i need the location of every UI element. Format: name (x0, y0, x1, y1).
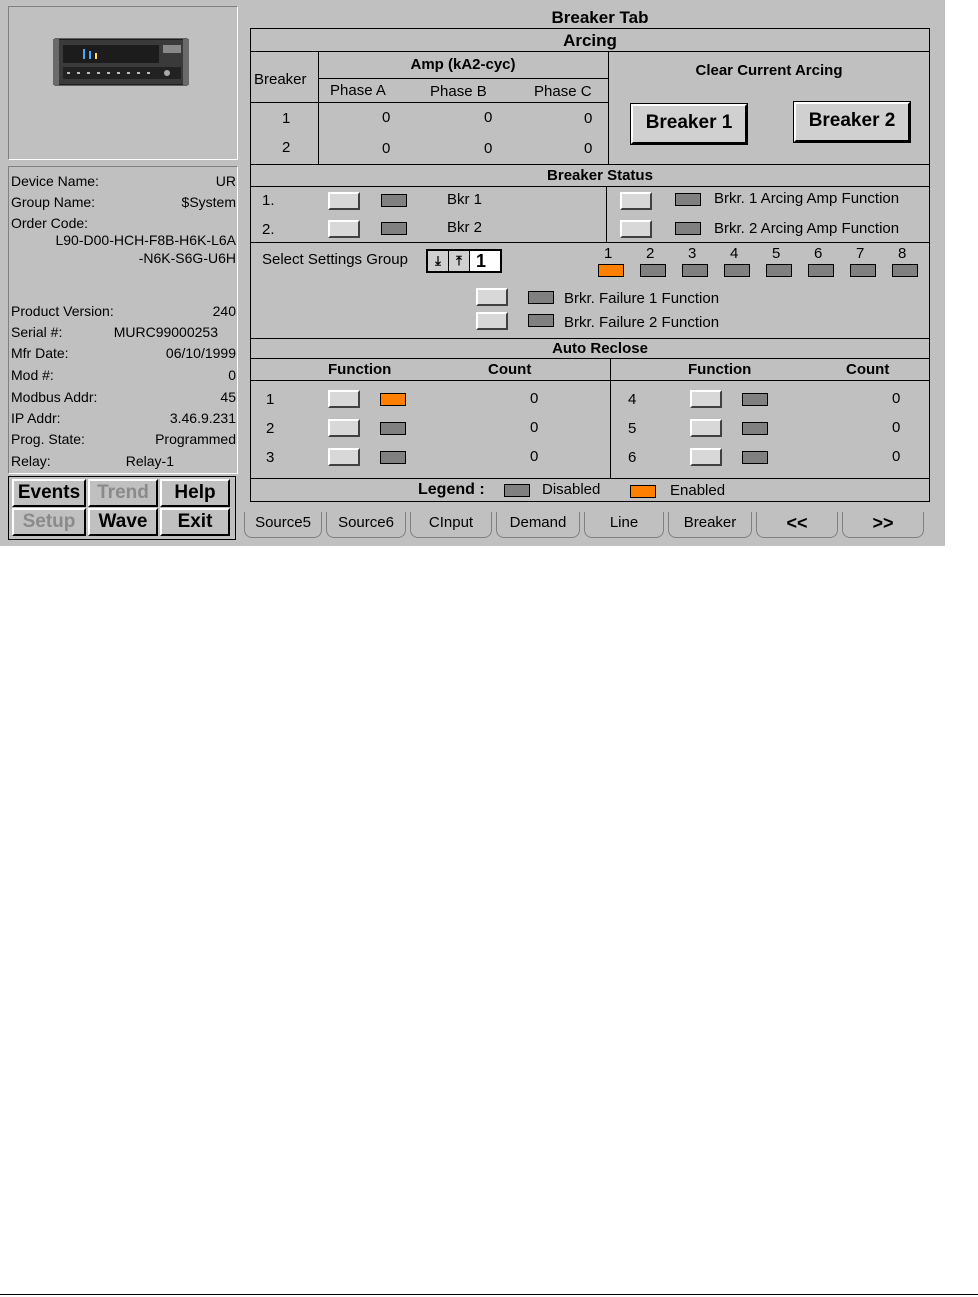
breaker-status-row-1-num: 1. (262, 192, 275, 209)
arcing-row-1-phase-a: 0 (382, 109, 391, 126)
tab-breaker[interactable]: Breaker (668, 512, 752, 538)
settings-group-number: 4 (730, 245, 739, 262)
page-bottom-rule (0, 1294, 978, 1295)
relay-row (11, 453, 236, 473)
auto-reclose-count-header-right: Count (846, 361, 890, 378)
device-name-row (11, 173, 236, 193)
legend-enabled-label: Enabled (670, 482, 726, 499)
breaker-failure-1-label: Brkr. Failure 1 Function (564, 290, 720, 307)
mfr-date-label: Mfr Date: (11, 345, 69, 361)
setup-button[interactable]: Setup (12, 508, 86, 536)
arrow-down-icon[interactable]: ⤓ (428, 251, 449, 271)
auto-reclose-function-led (742, 451, 768, 464)
breaker-failure-1-button[interactable] (476, 288, 508, 306)
auto-reclose-count-header-left: Count (488, 361, 532, 378)
order-code-label: Order Code: (11, 215, 89, 231)
auto-reclose-count: 0 (892, 448, 901, 465)
settings-group-led (598, 264, 624, 277)
breaker-1-status-led (381, 194, 407, 207)
settings-group-led (766, 264, 792, 277)
divider (606, 186, 607, 242)
help-button[interactable]: Help (160, 479, 230, 507)
auto-reclose-row-number: 2 (266, 420, 275, 437)
divider (250, 186, 930, 187)
device-info-panel (8, 166, 238, 474)
mod-row (11, 367, 236, 387)
device-image-panel (8, 6, 238, 160)
auto-reclose-function-led (742, 422, 768, 435)
divider (250, 51, 930, 52)
breaker-1-status-button[interactable] (328, 192, 360, 210)
breaker-2-arcing-led (675, 222, 701, 235)
serial-value: MURC99000253 (113, 324, 218, 340)
arcing-row-1-breaker: 1 (282, 110, 291, 127)
modbus-label: Modbus Addr: (11, 389, 98, 405)
settings-group-led (892, 264, 918, 277)
legend-disabled-label: Disabled (542, 481, 601, 498)
auto-reclose-function-button[interactable] (328, 448, 360, 466)
auto-reclose-row-number: 6 (628, 449, 637, 466)
app-window (0, 0, 945, 546)
order-code-line-1: L90-D00-HCH-F8B-H6K-L6A (55, 232, 236, 248)
tab-line[interactable]: Line (584, 512, 664, 538)
tab-source6[interactable]: Source6 (326, 512, 406, 538)
settings-group-number: 6 (814, 245, 823, 262)
auto-reclose-row-number: 4 (628, 391, 637, 408)
auto-reclose-count: 0 (530, 448, 539, 465)
settings-group-number: 2 (646, 245, 655, 262)
relay-rack-icon (53, 35, 189, 89)
arcing-row-2-phase-c: 0 (584, 140, 593, 157)
divider (250, 380, 930, 381)
relay-label: Relay: (11, 453, 51, 469)
breaker-failure-2-button[interactable] (476, 312, 508, 330)
settings-group-led (640, 264, 666, 277)
settings-group-led (724, 264, 750, 277)
auto-reclose-function-led (380, 422, 406, 435)
nav-button-group (8, 476, 236, 540)
divider (250, 478, 930, 479)
tab-source5[interactable]: Source5 (244, 512, 322, 538)
settings-group-led (682, 264, 708, 277)
device-name-value: UR (215, 173, 236, 189)
select-settings-group-label: Select Settings Group (262, 251, 408, 268)
settings-group-number: 3 (688, 245, 697, 262)
auto-reclose-count: 0 (530, 390, 539, 407)
auto-reclose-function-button[interactable] (328, 390, 360, 408)
auto-reclose-function-led (380, 451, 406, 464)
breaker-1-arcing-button[interactable] (620, 192, 652, 210)
clear-breaker-2-button[interactable]: Breaker 2 (794, 102, 910, 142)
clear-breaker-1-button[interactable]: Breaker 1 (631, 104, 747, 144)
divider (250, 102, 608, 103)
serial-row (11, 324, 236, 344)
events-button[interactable]: Events (12, 479, 86, 507)
breaker-failure-1-led (528, 291, 554, 304)
breaker-status-row-2-num: 2. (262, 221, 275, 238)
breaker-status-title: Breaker Status (547, 167, 653, 184)
mfr-date-value: 06/10/1999 (165, 345, 236, 361)
auto-reclose-function-button[interactable] (690, 448, 722, 466)
arcing-row-2-phase-b: 0 (484, 140, 493, 157)
breaker-1-arcing-led (675, 193, 701, 206)
breaker-failure-2-led (528, 314, 554, 327)
tab-cinput[interactable]: CInput (410, 512, 492, 538)
mfr-date-row (11, 345, 236, 365)
breaker-tab-panel (240, 4, 938, 510)
settings-group-value: 1 (476, 251, 487, 271)
arcing-row-2-breaker: 2 (282, 139, 291, 156)
arcing-row-1-phase-c: 0 (584, 110, 593, 127)
arcing-row-1-phase-b: 0 (484, 109, 493, 126)
tab-previous[interactable]: << (756, 512, 838, 538)
trend-button[interactable]: Trend (88, 479, 158, 507)
divider (250, 358, 930, 359)
modbus-value: 45 (220, 389, 236, 405)
auto-reclose-row-number: 3 (266, 449, 275, 466)
breaker-2-arcing-label: Brkr. 2 Arcing Amp Function (714, 220, 900, 237)
auto-reclose-function-header-left: Function (328, 361, 392, 378)
settings-group-number: 8 (898, 245, 907, 262)
mod-label: Mod #: (11, 367, 54, 383)
arcing-title: Arcing (563, 31, 617, 50)
wave-button[interactable]: Wave (88, 508, 158, 536)
breaker-status-row-2-label: Bkr 2 (447, 219, 483, 236)
settings-group-number: 5 (772, 245, 781, 262)
modbus-row (11, 389, 236, 409)
group-name-label: Group Name: (11, 194, 96, 210)
tab-next[interactable]: >> (842, 512, 924, 538)
legend-title: Legend : (418, 481, 485, 498)
breaker-failure-2-label: Brkr. Failure 2 Function (564, 314, 720, 331)
group-name-row (11, 194, 236, 214)
device-name-label: Device Name: (11, 173, 99, 189)
product-version-label: Product Version: (11, 303, 114, 319)
breaker-status-row-1-label: Bkr 1 (447, 191, 483, 208)
ip-label: IP Addr: (11, 410, 61, 426)
phase-b-header: Phase B (430, 83, 487, 100)
prog-state-value: Programmed (155, 431, 236, 447)
mod-value: 0 (228, 367, 236, 383)
settings-group-number: 7 (856, 245, 865, 262)
legend-enabled-swatch (630, 485, 656, 498)
page-title: Breaker Tab (551, 8, 649, 27)
auto-reclose-row-number: 5 (628, 420, 637, 437)
auto-reclose-row-number: 1 (266, 391, 275, 408)
auto-reclose-function-header-right: Function (688, 361, 752, 378)
divider (250, 164, 930, 165)
divider (250, 242, 930, 243)
product-version-row (11, 303, 236, 323)
auto-reclose-count: 0 (530, 419, 539, 436)
prog-state-label: Prog. State: (11, 431, 85, 447)
auto-reclose-count: 0 (892, 390, 901, 407)
settings-group-number: 1 (604, 245, 613, 262)
product-version-value: 240 (212, 303, 236, 319)
legend-disabled-swatch (504, 484, 530, 497)
breaker-2-status-button[interactable] (328, 220, 360, 238)
auto-reclose-count: 0 (892, 419, 901, 436)
auto-reclose-function-led (380, 393, 406, 406)
prog-state-row (11, 431, 236, 451)
arcing-row-2-phase-a: 0 (382, 140, 391, 157)
auto-reclose-function-button[interactable] (690, 419, 722, 437)
arrow-up-icon[interactable]: ⤒ (449, 251, 470, 271)
divider (318, 78, 608, 79)
relay-value: Relay-1 (125, 453, 174, 469)
clear-arcing-title: Clear Current Arcing (695, 62, 843, 79)
order-code-line-2: -N6K-S6G-U6H (138, 250, 236, 266)
breaker-2-status-led (381, 222, 407, 235)
auto-reclose-function-button[interactable] (328, 419, 360, 437)
divider (610, 358, 611, 478)
auto-reclose-function-led (742, 393, 768, 406)
auto-reclose-function-button[interactable] (690, 390, 722, 408)
breaker-column-header: Breaker (254, 71, 307, 88)
divider (250, 338, 930, 339)
auto-reclose-title: Auto Reclose (552, 340, 648, 357)
breaker-1-arcing-label: Brkr. 1 Arcing Amp Function (714, 190, 900, 207)
exit-button[interactable]: Exit (160, 508, 230, 536)
serial-label: Serial #: (11, 324, 63, 340)
settings-group-led (850, 264, 876, 277)
ip-row (11, 410, 236, 430)
phase-c-header: Phase C (534, 83, 592, 100)
phase-a-header: Phase A (330, 82, 386, 99)
settings-group-led (808, 264, 834, 277)
amp-header: Amp (kA2-cyc) (410, 56, 516, 73)
group-name-value: $System (181, 194, 236, 210)
ip-value: 3.46.9.231 (169, 410, 236, 426)
settings-group-spinner (426, 249, 502, 273)
tab-demand[interactable]: Demand (496, 512, 580, 538)
breaker-2-arcing-button[interactable] (620, 220, 652, 238)
